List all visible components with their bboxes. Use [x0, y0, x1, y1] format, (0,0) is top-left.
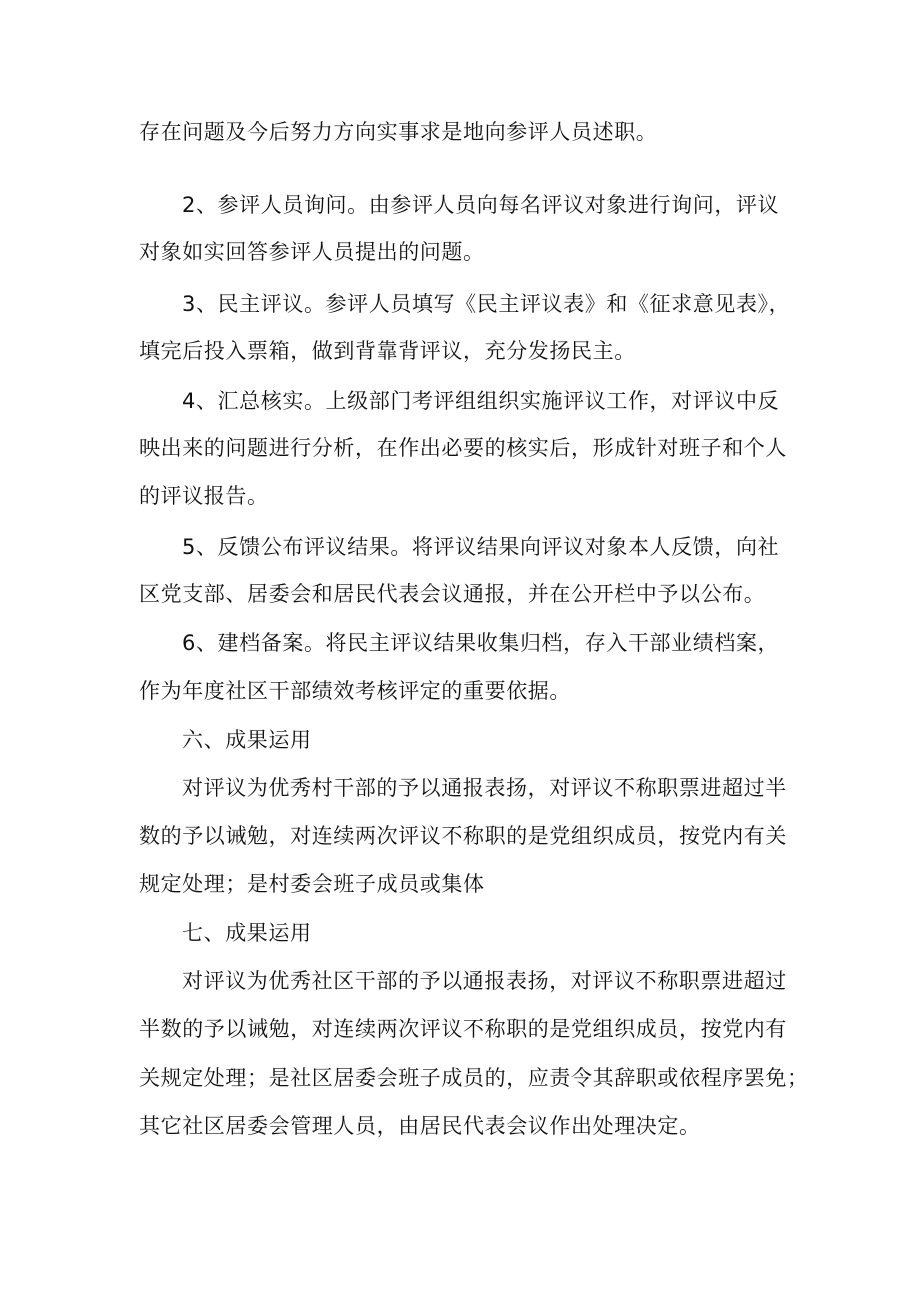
section-heading: 六、成果运用: [182, 728, 312, 752]
paragraph-line: 区党支部、居委会和居民代表会议通报，并在公开栏中予以公布。: [139, 582, 766, 606]
paragraph-line: 6、建档备案。将民主评议结果收集归档，存入干部业绩档案，: [182, 631, 780, 655]
paragraph-line: 填完后投入票箱，做到背靠背评议，充分发扬民主。: [139, 339, 636, 363]
paragraph-line: 映出来的问题进行分析，在作出必要的核实后，形成针对班子和个人: [139, 436, 787, 460]
paragraph-line: 对评议为优秀社区干部的予以通报表扬，对评议不称职票进超过: [182, 969, 787, 993]
paragraph-line: 半数的予以诫勉，对连续两次评议不称职的是党组织成员，按党内有: [139, 1017, 787, 1041]
paragraph-line: 对象如实回答参评人员提出的问题。: [139, 240, 485, 264]
paragraph-line: 对评议为优秀村干部的予以通报表扬，对评议不称职票进超过半: [182, 776, 787, 800]
paragraph-line: 3、民主评议。参评人员填写《民主评议表》和《征求意见表》，: [182, 292, 791, 316]
paragraph-line: 5、反馈公布评议结果。将评议结果向评议对象本人反馈，向社: [182, 535, 780, 559]
paragraph-line: 规定处理；是村委会班子成员或集体: [139, 872, 485, 896]
paragraph-line: 的评议报告。: [139, 484, 269, 508]
paragraph-line: 4、汇总核实。上级部门考评组组织实施评议工作，对评议中反: [182, 389, 780, 413]
paragraph-line: 存在问题及今后努力方向实事求是地向参评人员述职。: [139, 120, 658, 144]
section-heading: 七、成果运用: [182, 921, 312, 945]
paragraph-line: 其它社区居委会管理人员，由居民代表会议作出处理决定。: [139, 1114, 701, 1138]
paragraph-line: 数的予以诫勉，对连续两次评议不称职的是党组织成员，按党内有关: [139, 824, 787, 848]
paragraph-line: 关规定处理；是社区居委会班子成员的，应责令其辞职或依程序罢免；: [139, 1066, 809, 1090]
paragraph-line: 作为年度社区干部绩效考核评定的重要依据。: [139, 679, 571, 703]
paragraph-line: 2、参评人员询问。由参评人员向每名评议对象进行询问，评议: [182, 193, 780, 217]
